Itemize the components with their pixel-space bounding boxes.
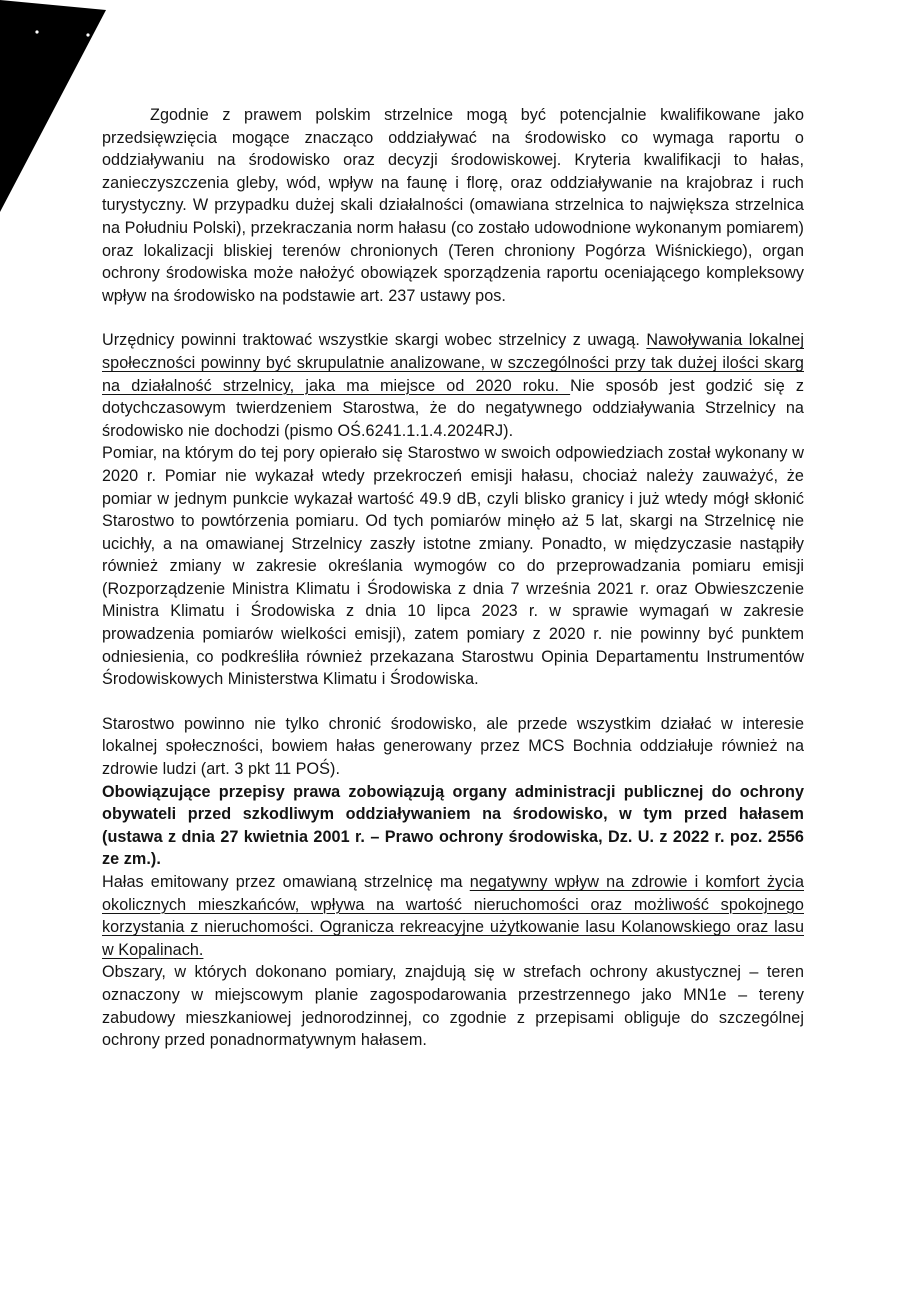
paragraph-community-interest: Starostwo powinno nie tylko chronić środowisko, ale przede wszystkim działać w interesie lokalnej społeczności, bowiem hałas generowany przez MCS Bochnia oddziałuje również na zdrowie ludzi (art. 3 pkt 11 POŚ). xyxy=(102,714,804,779)
complaints-rest-text: Nie sposób jest godzić się z dotychczasowym twierdzeniem Starostwa, że do negatywnego oddziaływania Strzelnicy na środowisko nie dochodzi (pismo OŚ.6241.1.1.4.2024RJ). xyxy=(102,376,804,440)
paragraph-noise-impact xyxy=(102,871,804,961)
paragraph-complaints xyxy=(102,329,804,442)
noise-impact-underlined-text: negatywny wpływ na zdrowie i komfort życia okolicznych mieszkańców, wpływa na wartość nieruchomości oraz możliwość spokojnego korzystania z nieruchomości. Ogranicza rekreacyjne użytkowanie lasu Kolanowskiego oraz lasu w Kopalinach. xyxy=(102,873,804,959)
paragraph-legal-obligation: Obowiązujące przepisy prawa zobowiązują organy administracji publicznej do ochrony obywateli przed szkodliwym oddziaływaniem na środowisko, w tym przed hałasem (ustawa z dnia 27 kwietnia 2001 r. – Prawo ochrony środowiska, Dz. U. z 2022 r. poz. 2556 ze zm.). xyxy=(102,782,804,869)
complaints-underlined-text: Nawoływania lokalnej społeczności powinny być skrupulatnie analizowane, w szczególności przy tak dużej ilości skarg na działalność strzelnicy, jaka ma miejsce od 2020 roku. xyxy=(102,331,804,395)
complaints-lead-text: Urzędnicy powinni traktować wszystkie skargi wobec strzelnicy z uwagą. xyxy=(102,331,647,350)
scan-corner-mark xyxy=(0,0,106,212)
noise-impact-lead-text: Hałas emitowany przez omawianą strzelnicę ma xyxy=(102,873,470,891)
paragraph-acoustic-zones: Obszary, w których dokonano pomiary, znajdują się w strefach ochrony akustycznej – teren oznaczony w miejscowym planie zagospodarowania przestrzennego jako MN1e – tereny zabudowy mieszkaniowej jednorodzinnej, co zgodnie z przepisami obliguje do szczególnej ochrony przed ponadnormatywnym hałasem. xyxy=(102,963,804,1050)
document-body xyxy=(102,104,804,1052)
paragraph-legal-qualification: Zgodnie z prawem polskim strzelnice mogą być potencjalnie kwalifikowane jako przedsięwzięcia mogące znacząco oddziaływać na środowisko co wymaga raportu o oddziaływaniu na środowisko oraz decyzji środowiskowej. Kryteria kwalifikacji to hałas, zanieczyszczenia gleby, wód, wpływ na faunę i florę, oraz oddziaływanie na krajobraz i ruch turystyczny. W przypadku dużej skali działalności (omawiana strzelnica to największa strzelnica na Południu Polski), przekraczania norm hałasu (co zostało udowodnione wykonanym pomiarem) oraz lokalizacji bliskiej terenów chronionych (Teren chroniony Pogórza Wiśnickiego), organ ochrony środowiska może nałożyć obowiązek sporządzenia raportu oceniającego kompleksowy wpływ na środowisko na podstawie art. 237 ustawy pos. xyxy=(102,106,804,305)
paragraph-measurement: Pomiar, na którym do tej pory opierało się Starostwo w swoich odpowiedziach został wykonany w 2020 r. Pomiar nie wykazał wtedy przekroczeń emisji hałasu, chociaż należy zauważyć, że pomiar w jednym punkcie wykazał wartość 49.9 dB, czyli blisko granicy i już wtedy mógł skłonić Starostwo to powtórzenia pomiaru. Od tych pomiarów minęło aż 5 lat, skargi na Strzelnicę nie ucichły, a na omawianej Strzelnicy zaszły istotne zmiany. Ponadto, w międzyczasie nastąpiły również zmiany w zakresie określania wymogów co do przeprowadzania pomiaru emisji (Rozporządzenie Ministra Klimatu i Środowiska z dnia 7 września 2021 r. oraz Obwieszczenie Ministra Klimatu i Środowiska z dnia 10 lipca 2023 r. w sprawie wymagań w zakresie prowadzenia pomiarów wielkości emisji), zatem pomiary z 2020 r. nie powinny być punktem odniesienia, co podkreśliła również przekazana Starostwu Opinia Departamentu Instrumentów Środowiskowych Ministerstwa Klimatu i Środowiska. xyxy=(102,444,804,689)
